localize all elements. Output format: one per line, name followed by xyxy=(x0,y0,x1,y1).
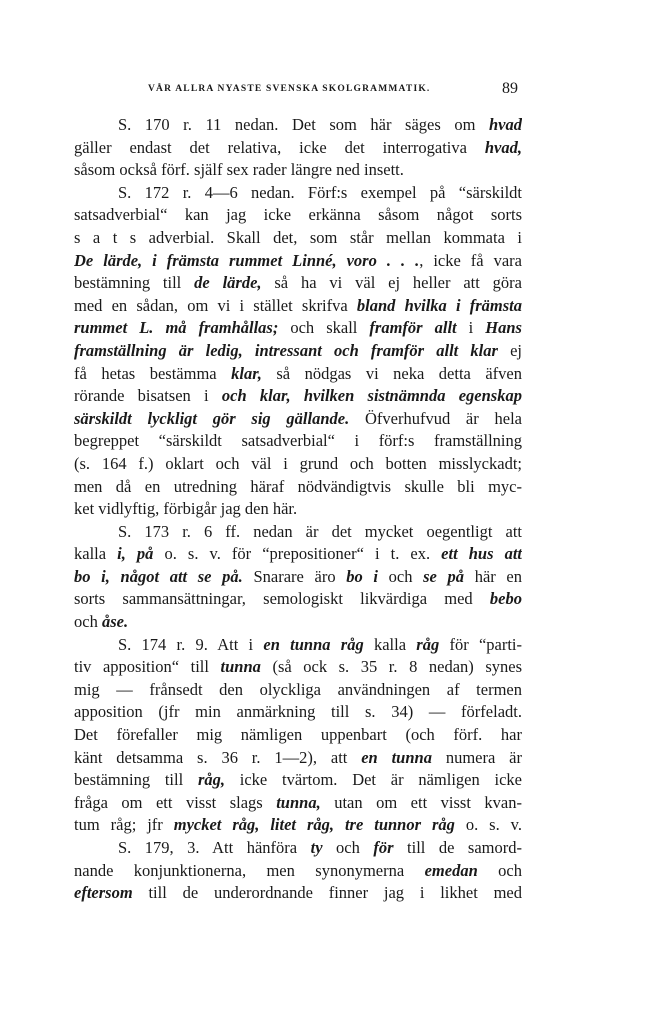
text-line xyxy=(74,453,522,476)
text-segment: Det förefaller mig nämligen uppenbart (och förf. har xyxy=(74,725,522,745)
italic-text: åse. xyxy=(101,612,129,632)
text-line xyxy=(74,860,522,883)
text-segment: icke tvärtom. Det är nämligen icke xyxy=(224,770,522,790)
text-segment: och xyxy=(477,860,522,880)
text-segment: känt detsamma s. 36 r. 1—2), att xyxy=(74,747,362,767)
italic-text: för xyxy=(373,838,394,857)
text-segment: mig — frånsedt den olyckliga användningen af termen xyxy=(74,679,522,699)
text-segment: och xyxy=(377,566,424,586)
text-segment: (så ock s. 35 r. 8 nedan) synes xyxy=(260,657,522,677)
text-segment: men då en utredning häraf nödvändigtvis skulle bli myc- xyxy=(74,476,522,496)
italic-text: klar, xyxy=(231,363,262,383)
italic-text: De lärde, i främsta rummet Linné, voro . . . xyxy=(74,250,420,270)
text-segment: fråga om ett visst slags xyxy=(74,792,277,812)
italic-text: ty xyxy=(310,838,323,857)
italic-text: bebo xyxy=(489,589,522,609)
text-line xyxy=(74,430,522,453)
text-segment: bestämning till xyxy=(74,273,195,293)
italic-text: och klar, hvilken sistnämnda egenskap xyxy=(221,386,522,406)
text-line xyxy=(74,837,522,860)
text-segment: S. 172 r. 4—6 nedan. Förf:s exempel på “särskildt xyxy=(118,182,522,202)
text-segment: och xyxy=(74,612,102,632)
text-segment: Snarare äro xyxy=(242,566,347,586)
text-line xyxy=(74,317,522,340)
italic-text: råg, xyxy=(197,770,225,790)
text-line xyxy=(74,543,522,566)
italic-text: framställning är ledig, intressant och framför allt klar xyxy=(74,340,498,360)
italic-text: bo i, något att se på. xyxy=(74,566,243,586)
text-segment: (s. 164 f.) oklart och väl i grund och botten misslyckadt; xyxy=(74,453,522,473)
text-segment: i xyxy=(456,318,486,338)
text-segment: ket vidlyftig, förbigår jag den här. xyxy=(74,499,298,519)
text-segment: S. 179, 3. Att hänföra xyxy=(118,838,311,857)
text-segment: tiv apposition“ till xyxy=(74,657,221,677)
text-line xyxy=(74,340,522,363)
text-segment: sorts sammansättningar, semologiskt likvärdiga med xyxy=(74,589,490,609)
text-line xyxy=(74,521,522,544)
text-line xyxy=(74,792,522,815)
italic-text: se på xyxy=(423,566,465,586)
text-line xyxy=(74,476,522,499)
text-line xyxy=(74,295,522,318)
text-segment: S. 170 r. 11 nedan. Det som här säges om xyxy=(118,115,489,134)
text-line xyxy=(74,227,522,250)
italic-text: hvad, xyxy=(484,137,522,157)
text-segment: med en sådan, om vi i stället skrifva xyxy=(74,295,357,315)
text-segment: bestämning till xyxy=(74,770,198,790)
italic-text: särskildt lyckligt gör sig gällande. xyxy=(74,408,350,428)
italic-text: emedan xyxy=(424,860,478,880)
text-segment: o. s. v. xyxy=(454,815,522,835)
text-line xyxy=(74,769,522,792)
text-line xyxy=(74,204,522,227)
text-segment: för “parti- xyxy=(439,634,522,654)
text-segment: tum råg; jfr xyxy=(74,815,174,835)
text-line xyxy=(74,814,522,837)
text-segment: rörande bisatsen i xyxy=(74,386,222,406)
text-segment: och xyxy=(322,838,374,857)
italic-text: bland hvilka i främsta xyxy=(356,295,522,315)
text-line xyxy=(74,724,522,747)
text-line xyxy=(74,182,522,205)
page-number: 89 xyxy=(502,80,518,97)
text-line xyxy=(74,679,522,702)
text-segment: ej xyxy=(497,340,522,360)
text-line xyxy=(74,498,522,521)
text-line xyxy=(74,611,522,634)
italic-text: hvad xyxy=(489,115,522,134)
text-segment: utan om ett visst kvan- xyxy=(320,792,522,812)
italic-text: rummet L. må framhållas; xyxy=(74,318,279,338)
text-line xyxy=(74,634,522,657)
italic-text: eftersom xyxy=(74,883,133,903)
italic-text: framför allt xyxy=(369,318,457,338)
text-segment: Öfverhufvud är hela xyxy=(349,408,522,428)
italic-text: Hans xyxy=(485,318,522,338)
italic-text: bo i xyxy=(346,566,378,586)
italic-text: ett hus att xyxy=(441,544,522,564)
text-segment: gäller endast det relativa, icke det interrogativa xyxy=(74,137,485,157)
text-segment: och skall xyxy=(278,318,370,338)
italic-text: de lärde, xyxy=(194,273,262,293)
text-segment: så ha vi väl ej heller att göra xyxy=(261,273,522,293)
running-title: VÅR ALLRA NYASTE SVENSKA SKOLGRAMMATIK. xyxy=(148,84,431,94)
text-segment: numera är xyxy=(431,747,522,767)
text-line xyxy=(74,250,522,273)
text-segment: S. 174 r. 9. Att i xyxy=(118,634,264,654)
italic-text: mycket råg, litet råg, tre tunnor råg xyxy=(173,815,455,835)
text-segment: , icke få vara xyxy=(419,250,522,270)
text-segment: begreppet “särskildt satsadverbial“ i förf:s framställning xyxy=(74,431,522,451)
text-segment: till de underordnande finner jag i likhet med xyxy=(132,883,522,903)
text-line xyxy=(74,363,522,386)
text-line xyxy=(74,747,522,770)
text-line xyxy=(74,882,522,905)
text-segment: få hetas bestämma xyxy=(74,363,232,383)
text-line xyxy=(74,159,522,182)
italic-text: i, på xyxy=(117,544,154,564)
italic-text: tunna, xyxy=(276,792,321,812)
body-text xyxy=(74,114,522,905)
text-segment: så nödgas vi neka detta äfven xyxy=(261,363,522,383)
text-line xyxy=(74,114,522,137)
text-segment: satsadverbial“ kan jag icke erkänna såsom något sorts xyxy=(74,205,522,225)
text-segment: kalla xyxy=(74,544,118,564)
italic-text: råg xyxy=(416,634,440,654)
text-segment: o. s. v. för “prepositioner“ i t. ex. xyxy=(153,544,442,564)
text-segment: kalla xyxy=(363,634,417,654)
text-segment: nande konjunktionerna, men synonymerna xyxy=(74,860,425,880)
text-line xyxy=(74,137,522,160)
text-line xyxy=(74,385,522,408)
text-segment: såsom också förf. själf sex rader längre ned insett. xyxy=(74,160,404,180)
italic-text: tunna xyxy=(220,657,261,677)
text-line xyxy=(74,272,522,295)
text-line xyxy=(74,701,522,724)
italic-text: en tunna råg xyxy=(263,634,364,654)
text-segment: apposition (jfr min anmärkning till s. 34) — förfeladt. xyxy=(74,702,522,722)
text-line xyxy=(74,408,522,431)
text-segment: S. 173 r. 6 ff. nedan är det mycket oegentligt att xyxy=(118,521,522,541)
text-line xyxy=(74,566,522,589)
text-segment: här en xyxy=(464,566,522,586)
text-line xyxy=(74,588,522,611)
text-segment: s a t s adverbial. Skall det, som står mellan kommata i xyxy=(74,227,522,247)
page-header xyxy=(0,82,648,104)
text-line xyxy=(74,656,522,679)
text-segment: till de samord- xyxy=(393,838,522,857)
italic-text: en tunna xyxy=(361,747,432,767)
